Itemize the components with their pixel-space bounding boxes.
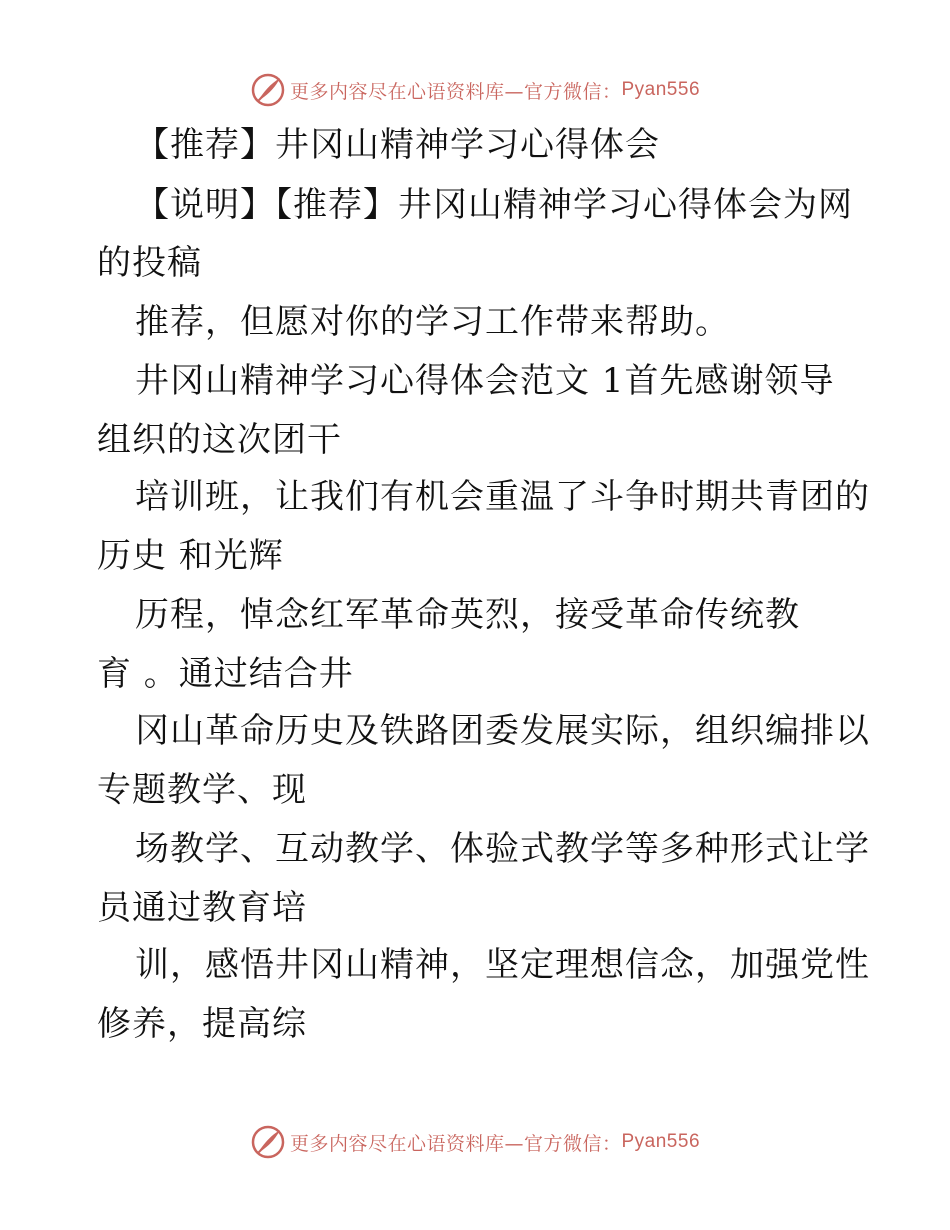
watermark-header (0, 70, 950, 110)
text-line: 培训班，让我们有机会重温了斗争时期共青团的 (135, 477, 870, 517)
text-line: 历史 和光辉 (97, 536, 284, 576)
watermark-footer (0, 1122, 950, 1162)
document-title: 【推荐】井冈山精神学习心得体会 (135, 125, 660, 165)
text-line: 推荐，但愿对你的学习工作带来帮助。 (135, 302, 730, 342)
text-line: 的投稿 (97, 243, 202, 283)
quill-pen-logo-icon (250, 72, 286, 108)
text-line: 育 。通过结合井 (97, 654, 354, 694)
watermark-text: 更多内容尽在心语资料库—官方微信： (289, 1132, 622, 1155)
text-line: 冈山革命历史及铁路团委发展实际，组织编排以 (135, 711, 870, 751)
text-line: 组织的这次团干 (97, 420, 342, 460)
watermark-wechat-id: Pyan556 (621, 1131, 701, 1152)
text-line: 【说明】【推荐】井冈山精神学习心得体会为网 (135, 185, 853, 225)
text-line: 员通过教育培 (97, 888, 307, 928)
text-line: 井冈山精神学习心得体会范文 1首先感谢领导 (135, 361, 835, 401)
watermark-wechat-id: Pyan556 (621, 79, 701, 100)
text-line: 历程，悼念红军革命英烈，接受革命传统教 (135, 595, 800, 635)
quill-pen-logo-icon (250, 1124, 286, 1160)
watermark-text: 更多内容尽在心语资料库—官方微信： (289, 80, 622, 103)
text-line: 修养，提高综 (97, 1004, 307, 1044)
text-line: 场教学、互动教学、体验式教学等多种形式让学 (135, 829, 870, 869)
text-line: 专题教学、现 (97, 770, 307, 810)
text-line: 训，感悟井冈山精神，坚定理想信念，加强党性 (135, 945, 870, 985)
